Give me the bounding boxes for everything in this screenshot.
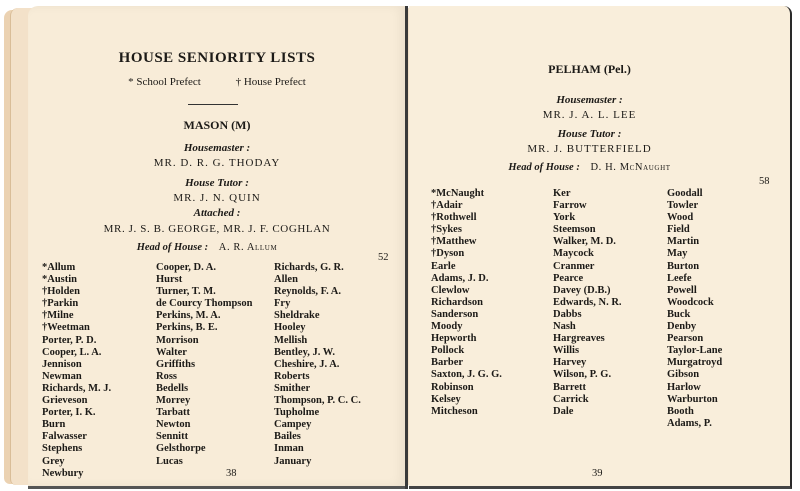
list-item: Sheldrake: [274, 310, 320, 322]
list-item: Hurst: [156, 274, 183, 286]
school-prefect-legend: * School Prefect: [128, 76, 201, 88]
page-number: 39: [592, 468, 603, 479]
list-item: Richardson: [431, 296, 483, 308]
list-item: Barrett: [553, 381, 587, 393]
list-item: Edwards, N. R.: [553, 296, 622, 308]
list-item: Adams, J. D.: [431, 272, 489, 284]
list-item: *McNaught: [431, 188, 485, 199]
house-name: PELHAM (Pel.): [548, 62, 631, 76]
list-item: Cheshire, J. A.: [274, 358, 340, 370]
name-column: [431, 188, 547, 418]
list-item: Newman: [42, 370, 82, 382]
list-item: Gibson: [667, 369, 700, 381]
list-item: Allen: [274, 274, 298, 286]
list-item: †Sykes: [431, 224, 462, 236]
list-item: Smither: [274, 382, 311, 394]
list-item: Inman: [274, 443, 304, 455]
list-item: †Adair: [431, 200, 463, 212]
tutor-name: MR. J. N. QUIN: [173, 192, 261, 204]
list-item: Richards, G. R.: [274, 262, 344, 273]
list-item: Roberts: [274, 370, 310, 382]
list-item: Moody: [431, 321, 463, 333]
list-item: Booth: [667, 405, 694, 417]
list-item: Willis: [553, 345, 580, 357]
list-item: Morrison: [156, 334, 199, 346]
list-item: Walter: [156, 346, 187, 358]
list-item: Sanderson: [431, 308, 479, 320]
list-item: Hooley: [274, 322, 306, 334]
list-item: †Matthew: [431, 236, 477, 248]
list-item: Goodall: [667, 188, 703, 199]
head-of-house-name: D. H. McNaught: [590, 162, 671, 173]
list-item: Nash: [553, 321, 576, 333]
right-page: [409, 6, 792, 489]
list-item: Kelsey: [431, 393, 461, 405]
head-of-house: [389, 162, 790, 173]
head-of-house-name: A. R. Allum: [218, 242, 278, 253]
list-item: Newton: [156, 419, 191, 431]
list-item: Ross: [156, 370, 178, 382]
list-item: Towler: [667, 200, 699, 212]
tutor-name: MR. J. BUTTERFIELD: [527, 143, 652, 155]
list-item: *Allum: [42, 262, 76, 273]
list-item: January: [274, 455, 312, 467]
tutor-label: House Tutor :: [185, 177, 249, 189]
list-item: Harvey: [553, 357, 587, 369]
list-item: Maycock: [553, 248, 594, 260]
list-item: Cranmer: [553, 260, 595, 272]
list-item: Leefe: [667, 272, 692, 284]
list-item: Lucas: [156, 455, 183, 467]
list-item: Murgatroyd: [667, 357, 723, 369]
list-item: Saxton, J. G. G.: [431, 369, 502, 381]
list-item: Campey: [274, 419, 312, 431]
list-item: Grey: [42, 455, 65, 467]
list-item: Warburton: [667, 393, 718, 405]
housemaster-label: Housemaster :: [183, 142, 251, 154]
list-item: Thompson, P. C. C.: [274, 395, 361, 407]
list-item: Robinson: [431, 381, 474, 393]
list-item: Cooper, D. A.: [156, 262, 216, 273]
list-item: Dale: [553, 405, 574, 417]
list-item: Turner, T. M.: [156, 286, 216, 298]
list-item: Earle: [431, 260, 456, 272]
list-item: Farrow: [553, 200, 587, 212]
head-of-house: [8, 242, 406, 253]
left-page: [28, 6, 406, 489]
list-item: Richards, M. J.: [42, 382, 112, 394]
list-item: Bentley, J. W.: [274, 346, 335, 358]
list-item: Perkins, B. E.: [156, 322, 218, 334]
list-item: †Rothwell: [431, 212, 477, 224]
list-item: Falwasser: [42, 431, 87, 443]
list-item: de Courcy Thompson: [156, 298, 253, 310]
list-item: Pearson: [667, 333, 704, 345]
list-item: Newbury: [42, 467, 84, 479]
list-item: Field: [667, 224, 690, 236]
housemaster-name: MR. D. R. G. THODAY: [153, 157, 281, 169]
page-reference: 58: [759, 176, 770, 187]
head-of-house-label: Head of House :: [508, 162, 580, 173]
list-item: Adams, P.: [667, 417, 712, 429]
list-item: May: [667, 248, 688, 260]
list-item: Davey (D.B.): [553, 284, 611, 296]
name-column: [42, 262, 154, 480]
list-item: Woodcock: [667, 296, 714, 308]
list-item: Sennitt: [156, 431, 189, 443]
list-item: Pearce: [553, 272, 584, 284]
list-item: Taylor-Lane: [667, 345, 723, 357]
list-item: Martin: [667, 236, 700, 248]
list-item: Barber: [431, 357, 464, 369]
list-item: †Weetman: [42, 322, 90, 334]
list-item: Perkins, M. A.: [156, 310, 221, 322]
housemaster-label: Housemaster :: [556, 94, 623, 106]
list-item: Jennison: [42, 358, 82, 370]
name-column: [667, 188, 783, 430]
list-item: Steemson: [553, 224, 596, 236]
list-item: Fry: [274, 298, 291, 310]
list-item: Hepworth: [431, 333, 477, 345]
list-item: Cooper, L. A.: [42, 346, 102, 358]
list-item: Porter, P. D.: [42, 334, 97, 346]
list-item: Dabbs: [553, 308, 582, 320]
list-item: †Holden: [42, 286, 80, 298]
name-column: [553, 188, 669, 418]
list-item: Pollock: [431, 345, 465, 357]
list-item: Bedells: [156, 382, 189, 394]
list-item: Morrey: [156, 395, 191, 407]
house-prefect-legend: † House Prefect: [235, 76, 306, 88]
name-column: [274, 262, 386, 468]
list-item: Buck: [667, 308, 691, 320]
attached-label: Attached :: [193, 207, 241, 219]
divider: [188, 104, 238, 105]
name-column: [156, 262, 268, 468]
list-item: Reynolds, F. A.: [274, 286, 342, 298]
list-item: †Milne: [42, 310, 74, 322]
list-item: Tupholme: [274, 407, 320, 419]
list-item: Wilson, P. G.: [553, 369, 612, 381]
list-item: Tarbatt: [156, 407, 191, 419]
list-item: Clewlow: [431, 284, 470, 296]
book-spine: [405, 6, 408, 489]
list-item: Bailes: [274, 431, 301, 443]
page-reference: 52: [378, 252, 389, 263]
list-item: Burn: [42, 419, 66, 431]
list-item: Griffiths: [156, 358, 196, 370]
list-item: Grieveson: [42, 395, 88, 407]
attached-names: MR. J. S. B. GEORGE, MR. J. F. COGHLAN: [103, 223, 331, 235]
list-item: Burton: [667, 260, 700, 272]
list-item: Denby: [667, 321, 697, 333]
housemaster-name: MR. J. A. L. LEE: [542, 109, 637, 121]
list-item: Porter, I. K.: [42, 407, 96, 419]
list-item: †Dyson: [431, 248, 465, 260]
page-title: HOUSE SENIORITY LISTS: [118, 50, 316, 66]
list-item: Mellish: [274, 334, 308, 346]
prefect-legend: [28, 76, 406, 88]
list-item: York: [553, 212, 576, 224]
list-item: Powell: [667, 284, 697, 296]
list-item: *Austin: [42, 274, 78, 286]
page-number: 38: [226, 468, 237, 479]
head-of-house-label: Head of House :: [136, 242, 209, 253]
list-item: Gelsthorpe: [156, 443, 206, 455]
list-item: Wood: [667, 212, 694, 224]
list-item: Ker: [553, 188, 571, 199]
list-item: Harlow: [667, 381, 701, 393]
list-item: Mitcheson: [431, 405, 478, 417]
list-item: †Parkin: [42, 298, 79, 310]
list-item: Walker, M. D.: [553, 236, 616, 248]
list-item: Carrick: [553, 393, 589, 405]
list-item: Stephens: [42, 443, 83, 455]
tutor-label: House Tutor :: [557, 128, 622, 140]
house-name: MASON (M): [183, 118, 251, 132]
list-item: Hargreaves: [553, 333, 605, 345]
